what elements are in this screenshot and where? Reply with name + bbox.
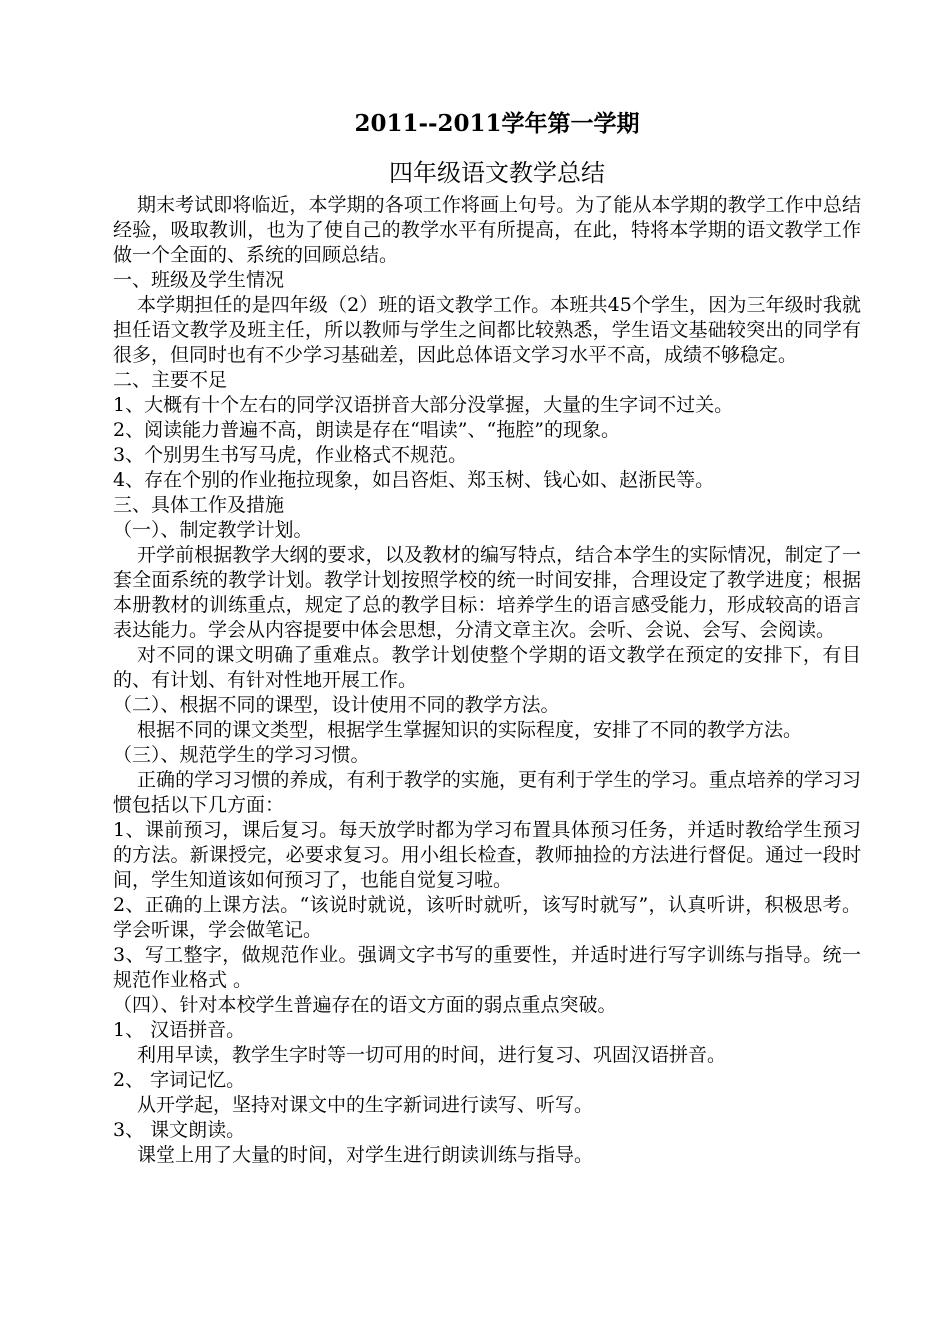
section-2-item: 3、个别男生书写马虎，作业格式不规范。: [113, 444, 468, 466]
intro-paragraph: 期末考试即将临近，本学期的各项工作将画上句号。为了能从本学期的教学工作中总结经验，吸取教训，也为了使自己的教学水平有所提高，在此，特将本学期的语文教学工作做一个全面的、系统的回顾总结。: [113, 194, 861, 266]
section-2-item: 4、存在个别的作业拖拉现象，如吕咨炬、郑玉树、钱心如、赵浙民等。: [113, 469, 715, 491]
document-title: 2011--2011学年第一学期: [354, 110, 640, 137]
section-3-3-item-3: 3、写工整字，做规范作业。强调文字书写的重要性，并适时进行写字训练与指导。统一规范作业格式 。: [113, 944, 861, 991]
section-3-heading: 三、具体工作及措施: [113, 494, 285, 516]
document-page: [113, 108, 861, 1168]
section-3-3-body: 正确的学习习惯的养成，有利于教学的实施，更有利于学生的学习。重点培养的学习习惯包括以下几方面：: [113, 769, 861, 816]
section-2-heading: 二、主要不足: [113, 369, 228, 391]
section-3-4-item-3-body: 课堂上用了大量的时间，对学生进行朗读训练与指导。: [137, 1144, 594, 1166]
section-1-heading: 一、班级及学生情况: [113, 269, 285, 291]
section-3-4-item-2-body: 从开学起，坚持对课文中的生字新词进行读写、听写。: [137, 1094, 594, 1116]
section-1-body: 本学期担任的是四年级（2）班的语文教学工作。本班共45个学生，因为三年级时我就担任语文教学及班主任，所以教师与学生之间都比较熟悉，学生语文基础较突出的同学有很多，但同时也有不少学习基础差，因此总体语文学习水平不高，成绩不够稳定。: [113, 294, 861, 366]
section-3-4-item-1-body: 利用早读，教学生字时等一切可用的时间，进行复习、巩固汉语拼音。: [137, 1044, 727, 1066]
section-3-1-body-2: 对不同的课文明确了重难点。教学计划使整个学期的语文教学在预定的安排下，有目的、有计划、有针对性地开展工作。: [113, 644, 861, 691]
document-subtitle: 四年级语文教学总结: [389, 159, 605, 187]
section-3-3-heading: （三）、规范学生的学习习惯。: [113, 744, 370, 766]
section-2-item: 1、大概有十个左右的同学汉语拼音大部分没掌握，大量的生字词不过关。: [113, 394, 734, 416]
section-3-1-heading: （一）、制定教学计划。: [113, 519, 313, 541]
section-3-4-item-1-heading: 1、 汉语拼音。: [113, 1019, 246, 1041]
section-3-2-heading: （二）、根据不同的课型，设计使用不同的教学方法。: [113, 694, 560, 716]
section-3-4-heading: （四）、针对本校学生普遍存在的语文方面的弱点重点突破。: [113, 994, 617, 1016]
section-3-1-body-1: 开学前根据教学大纲的要求，以及教材的编写特点，结合本学生的实际情况，制定了一套全面系统的教学计划。教学计划按照学校的统一时间安排，合理设定了教学进度；根据本册教材的训练重点，规定了总的教学目标：培养学生的语言感受能力，形成较高的语言表达能力。学会从内容提要中体会思想，分清文章主次。会听、会说、会写、会阅读。: [113, 544, 861, 641]
section-2-item: 2、阅读能力普遍不高，朗读是存在“唱读”、“拖腔”的现象。: [113, 419, 620, 441]
section-3-3-item-1: 1、课前预习，课后复习。每天放学时都为学习布置具体预习任务，并适时教给学生预习的方法。新课授完，必要求复习。用小组长检查，教师抽捡的方法进行督促。通过一段时间，学生知道该如何预习了，也能自觉复习啦。: [113, 819, 861, 891]
section-3-4-item-3-heading: 3、 课文朗读。: [113, 1119, 246, 1141]
section-3-4-item-2-heading: 2、 字词记忆。: [113, 1069, 246, 1091]
section-3-2-body: 根据不同的课文类型，根据学生掌握知识的实际程度，安排了不同的教学方法。: [137, 719, 803, 741]
section-3-3-item-2: 2、正确的上课方法。“该说时就说，该听时就听，该写时就写”，认真听讲，积极思考。学会听课，学会做笔记。: [113, 894, 861, 941]
